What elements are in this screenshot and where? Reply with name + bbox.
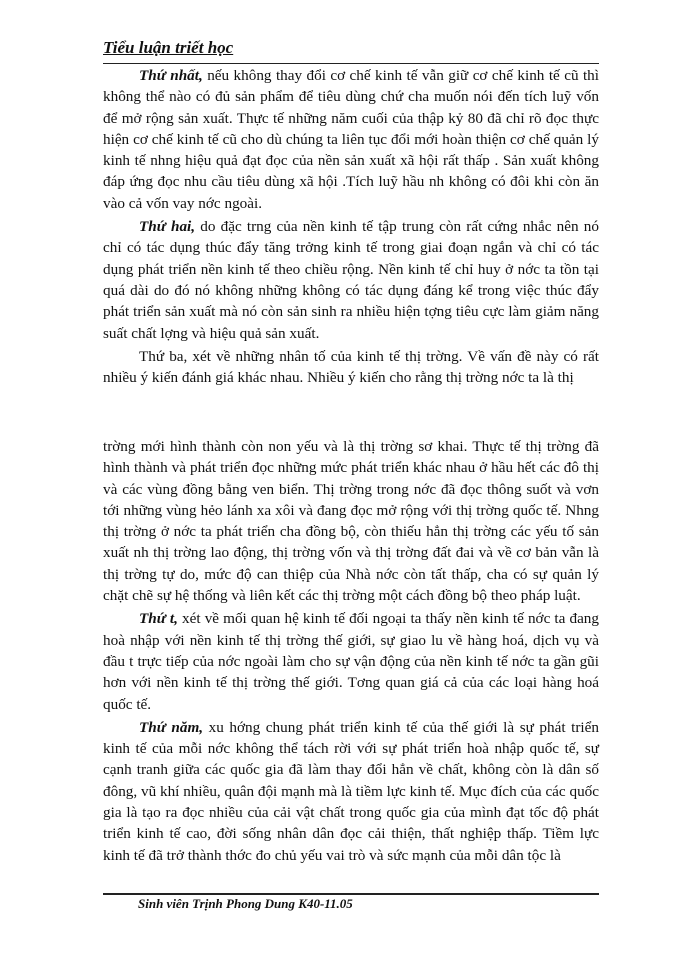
paragraph-text: xu hớng chung phát triển kinh tế của thế giới là sự phát triển kinh tế của mỗi nớc không thể tách rời với sự phát triển hoà nhập quốc tế, sự cạnh tranh giữa các quốc gia đã làm thay đổi hẳn về chất, không còn là dân số đông, vũ khí nhiều, quân đội mạnh mà là tiềm lực kinh tế. Mục đích của các quốc gia là tạo ra đọc nhiều của cải vật chất trong quốc gia của mình đạt tốc độ phát triển kinh tế cao, đời sống nhân dân đọc cải thiện, thất nghiệp thấp. Tiềm lực kinh tế đã trở thành thớc đo chủ yếu vai trò và sức mạnh của mỗi dân tộc là: [103, 718, 599, 864]
paragraph-text: xét về mối quan hệ kinh tế đối ngoại ta thấy nền kinh tế nớc ta đang hoà nhập với nền kinh tế thị trờng thế giới, sự giao lu về hàng hoá, dịch vụ và đầu t trực tiếp của nớc ngoài làm cho sự vận động của nền kinh tế nớc ta gần gũi hơn với nền kinh tế thị trờng thế giới. Tơng quan giá cả của các loại hàng hoá quốc tế.: [103, 610, 599, 713]
paragraph-text: do đặc trng của nền kinh tế tập trung còn rất cứng nhắc nên nó chỉ có tác dụng thúc đẩy tăng trởng kinh tế trong giai đoạn ngắn và chỉ có tác dụng phát triển nền kinh tế theo chiều rộng. Nền kinh tế chỉ huy ở nớc ta tồn tại quá dài do đó nó không những không có tác dụng đáng kể trong việc thúc đẩy phát triển sản xuất mà nó còn sản sinh ra nhiều hiện tợng tiêu cực làm giảm năng suất chất lợng và hiệu quả sản xuất.: [103, 218, 599, 342]
paragraph-lead: Thứ t,: [139, 610, 178, 628]
header-divider: [103, 63, 599, 64]
paragraph-lead: Thứ hai,: [139, 218, 196, 236]
paragraph-thu-ba-continued: [103, 436, 599, 606]
paragraph-lead: Thứ nhất,: [139, 67, 203, 84]
text-block-top: [103, 65, 599, 388]
page-footer: Sinh viên Trịnh Phong Dung K40-11.05: [138, 896, 353, 911]
paragraph-lead: Thứ năm,: [139, 718, 204, 736]
paragraph-text: trờng mới hình thành còn non yếu và là thị trờng sơ khai. Thực tế thị trờng đã hình thành và phát triển đọc những mức phát triển khác nhau ở hầu hết các đô thị và các vùng đồng bằng ven biển. Thị trờng trong nớc đã đọc thông suốt và vơn tới những vùng hẻo lánh xa xôi và đang đọc mở rộng với thị trờng quốc tế. Nhng thị trờng ở nớc ta phát triển cha đồng bộ, còn thiếu hẳn thị trờng các yếu tố sản xuất nh thị trờng lao động, thị trờng vốn và thị trờng đất đai và về cơ bản vẫn là thị trờng tự do, mức độ can thiệp của Nhà nớc còn tất thấp, cha có sự quản lý chặt chẽ sự hệ thống và liên kết các thị trờng một cách đồng bộ theo pháp luật.: [103, 438, 599, 605]
paragraph-text: nếu không thay đổi cơ chế kinh tế vẫn giữ cơ chế kinh tế cũ thì không thể nào có đủ sản phẩm để tiêu dùng chứ cha muốn nói đến tích luỹ vốn để mở rộng sản xuất. Thực tế những năm cuối của thập kỷ 80 đã chỉ rõ đọc thực hiện cơ chế kinh tế cũ cho dù chúng ta liên tục đổi mới hoàn thiện cơ chế quản lý kinh tế nhng hiệu quả đạt đọc của nền sản xuất xã hội rất thấp . Sản xuất không đáp ứng đọc nhu cầu tiêu dùng xã hội .Tích luỹ hầu nh không có đôi khi còn ăn vào cả vốn vay nớc ngoài.: [103, 67, 600, 212]
text-block-bottom: [103, 436, 599, 866]
paragraph-thu-ba: [103, 346, 599, 389]
paragraph-thu-nhat: [103, 65, 599, 214]
paragraph-thu-tu: [103, 608, 599, 714]
paragraph-text: Thứ ba, xét về những nhân tố của kinh tế thị trờng. Về vấn đề này có rất nhiều ý kiến đánh giá khác nhau. Nhiều ý kiến cho rằng thị trờng nớc ta là thị: [103, 347, 599, 387]
page-header-title: Tiểu luận triết học: [103, 38, 234, 57]
paragraph-thu-hai: [103, 216, 599, 344]
footer-divider: [103, 893, 599, 895]
paragraph-thu-nam: [103, 717, 599, 866]
